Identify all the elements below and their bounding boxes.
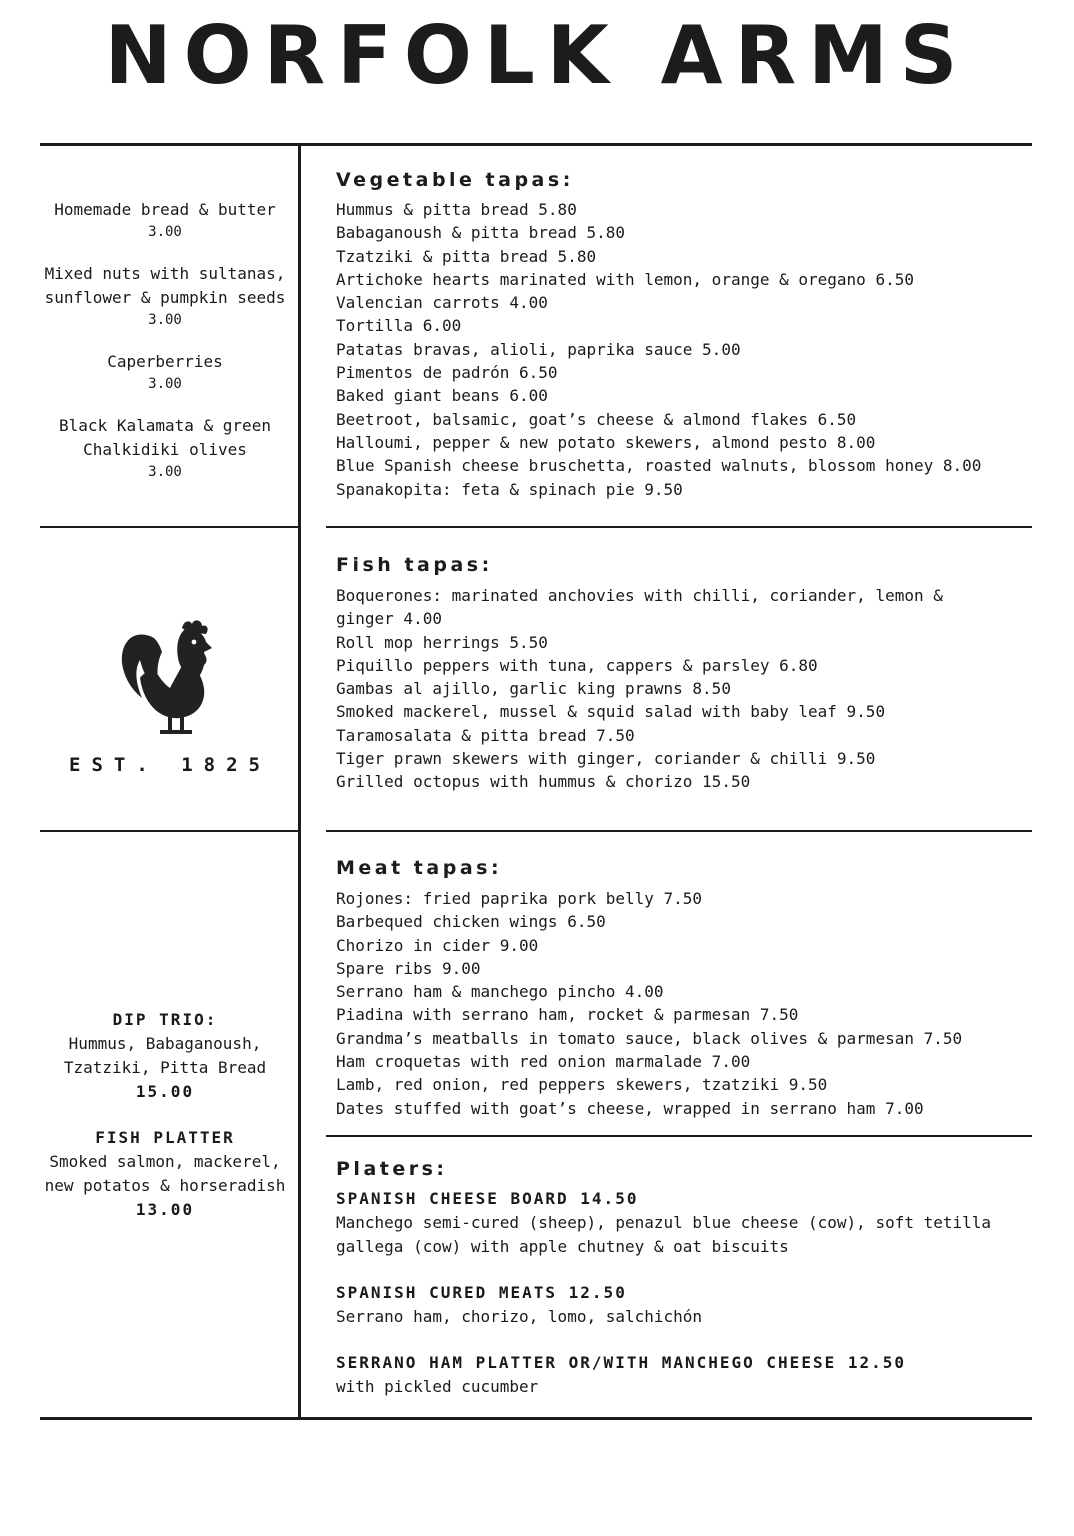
list-item: Ham croquetas with red onion marmalade 7.00: [336, 1052, 751, 1072]
list-item: Hummus & pitta bread 5.80: [336, 200, 577, 219]
snack-name: Caperberries: [107, 352, 223, 371]
list-item: Beetroot, balsamic, goat’s cheese & almond flakes 6.50: [336, 409, 857, 429]
list-item: Babaganoush & pitta bread 5.80: [336, 223, 625, 243]
snack-price: 3.00: [148, 312, 182, 328]
special-desc: Hummus, Babaganoush, Tzatziki, Pitta Bread: [63, 1034, 267, 1077]
vegetable-heading: Vegetable tapas:: [336, 169, 574, 191]
platter-desc: with pickled cucumber: [336, 1377, 539, 1396]
bottom-divider: [40, 1417, 1032, 1420]
list-item: Spare ribs 9.00: [336, 958, 481, 978]
list-item: Pimentos de padrón 6.50: [336, 363, 558, 383]
list-item: Tortilla 6.00: [336, 316, 462, 336]
special-title: FISH PLATTER: [95, 1128, 235, 1147]
list-item: Roll mop herrings 5.50: [336, 632, 548, 652]
platters-heading: Platers:: [336, 1158, 448, 1180]
list-item: Piquillo peppers with tuna, cappers & parsley 6.80: [336, 655, 818, 675]
snack-price: 3.00: [148, 224, 182, 240]
list-item: Lamb, red onion, red peppers skewers, tzatziki 9.50: [336, 1075, 828, 1095]
list-item: Chorizo in cider 9.00: [336, 935, 539, 955]
section-divider-2: [326, 830, 1032, 832]
sidebar-divider-1: [40, 526, 300, 528]
list-item: Blue Spanish cheese bruschetta, roasted walnuts, blossom honey 8.00: [336, 456, 982, 476]
snack-item: [40, 262, 290, 330]
specials-list: [40, 1008, 290, 1242]
snack-name: Black Kalamata & green Chalkidiki olives: [59, 416, 271, 459]
rooster-icon: [114, 618, 224, 738]
list-item: Gambas al ajillo, garlic king prawns 8.50: [336, 679, 731, 699]
list-item: Smoked mackerel, mussel & squid salad with baby leaf 9.50: [336, 702, 886, 722]
special-title: DIP TRIO:: [112, 1010, 218, 1029]
list-item: Patatas bravas, alioli, paprika sauce 5.00: [336, 339, 741, 359]
list-item: Grilled octopus with hummus & chorizo 15.50: [336, 772, 751, 792]
special-price: 13.00: [135, 1200, 195, 1219]
platter-title: SPANISH CHEESE BOARD 14.50: [336, 1189, 639, 1208]
snack-price: 3.00: [148, 464, 182, 480]
list-item: Piadina with serrano ham, rocket & parmesan 7.50: [336, 1005, 799, 1025]
list-item: Taramosalata & pitta bread 7.50: [336, 725, 635, 745]
platter-item: [336, 1187, 991, 1259]
list-item: Rojones: fried paprika pork belly 7.50: [336, 889, 703, 908]
top-divider: [40, 143, 1032, 146]
special-item: [40, 1008, 290, 1104]
list-item: Grandma’s meatballs in tomato sauce, black olives & parmesan 7.50: [336, 1028, 963, 1048]
list-item: Barbequed chicken wings 6.50: [336, 912, 606, 932]
special-desc: Smoked salmon, mackerel, new potatos & horseradish: [44, 1152, 286, 1195]
meat-heading: Meat tapas:: [336, 857, 503, 879]
platter-desc: Manchego semi-cured (sheep), penazul blue cheese (cow), soft tetilla: [336, 1213, 992, 1232]
platter-desc: Serrano ham, chorizo, lomo, salchichón: [336, 1307, 703, 1326]
platter-item: [336, 1351, 991, 1399]
snack-item: [40, 414, 290, 482]
established-text: EST. 1825: [69, 754, 271, 776]
platter-desc: gallega (cow) with apple chutney & oat biscuits: [336, 1237, 789, 1256]
fish-list: [336, 584, 943, 794]
snack-item: [40, 350, 290, 394]
meat-list: [336, 887, 962, 1120]
list-item: Boquerones: marinated anchovies with chilli, coriander, lemon &: [336, 586, 943, 605]
snack-item: [40, 198, 290, 242]
list-item: Artichoke hearts marinated with lemon, orange & oregano 6.50: [336, 269, 914, 289]
platter-item: [336, 1281, 991, 1329]
page-title: NORFOLK ARMS: [104, 9, 970, 102]
list-item: Tzatziki & pitta bread 5.80: [336, 246, 597, 266]
sidebar-divider-2: [40, 830, 300, 832]
list-item: ginger 4.00: [336, 609, 442, 629]
special-price: 15.00: [135, 1082, 195, 1101]
list-item: Valencian carrots 4.00: [336, 293, 548, 313]
list-item: Dates stuffed with goat’s cheese, wrapped in serrano ham 7.00: [336, 1098, 924, 1118]
special-item: [40, 1126, 290, 1222]
list-item: Baked giant beans 6.00: [336, 386, 548, 406]
list-item: Serrano ham & manchego pincho 4.00: [336, 982, 664, 1002]
column-divider: [298, 143, 301, 1420]
fish-heading: Fish tapas:: [336, 554, 493, 576]
snack-name: Mixed nuts with sultanas, sunflower & pumpkin seeds: [44, 264, 286, 307]
list-item: Halloumi, pepper & new potato skewers, almond pesto 8.00: [336, 432, 876, 452]
platters-list: [336, 1187, 991, 1399]
vegetable-list: [336, 198, 981, 501]
snack-name: Homemade bread & butter: [54, 200, 276, 219]
section-divider-1: [326, 526, 1032, 528]
list-item: Spanakopita: feta & spinach pie 9.50: [336, 479, 683, 499]
platter-title: SPANISH CURED MEATS 12.50: [336, 1283, 627, 1302]
snack-price: 3.00: [148, 376, 182, 392]
snacks-list: [40, 198, 290, 502]
section-divider-3: [326, 1135, 1032, 1137]
platter-title: SERRANO HAM PLATTER OR/WITH MANCHEGO CHEESE 12.50: [336, 1353, 907, 1372]
list-item: Tiger prawn skewers with ginger, coriander & chilli 9.50: [336, 749, 876, 769]
